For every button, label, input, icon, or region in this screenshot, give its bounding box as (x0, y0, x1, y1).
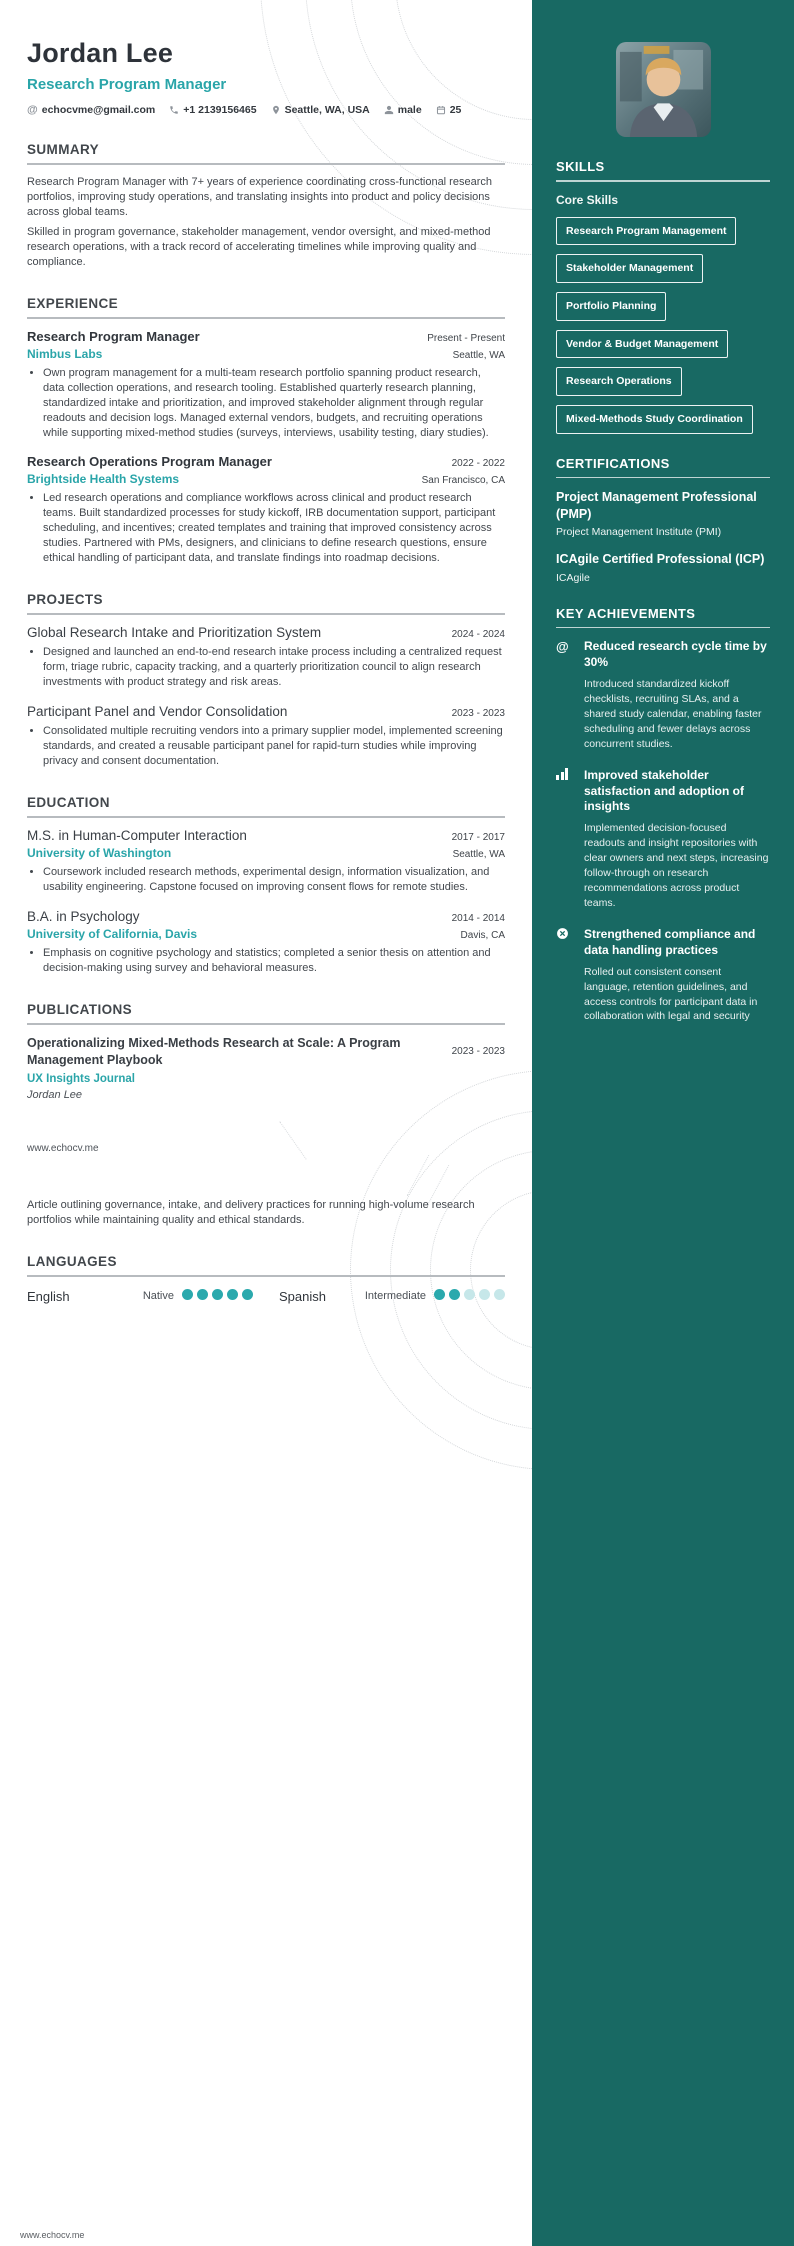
language-proficiency-dots (178, 1287, 253, 1305)
language-level: Native (142, 1290, 174, 1303)
certification-org: Project Management Institute (PMI) (556, 526, 722, 539)
sidebar-divider (556, 627, 770, 629)
experience-entry (27, 329, 505, 441)
person-icon (384, 105, 394, 115)
calendar-icon (436, 105, 446, 115)
skills-heading: SKILLS (556, 159, 605, 174)
education-bullet: • Coursework included research methods, experimental design, information visualization, and usability engineering. Capstone focused on improving consent flows for remote studies. (43, 865, 505, 895)
publication-dates: 2023 - 2023 (451, 1046, 505, 1058)
degree: B.A. in Psychology (27, 908, 140, 924)
section-divider (27, 1023, 505, 1025)
section-divider (27, 816, 505, 818)
certification-name: ICAgile Certified Professional (ICP) (556, 552, 765, 567)
sidebar-divider (556, 180, 770, 182)
skill-chip: Mixed-Methods Study Coordination (556, 405, 753, 434)
summary-section (27, 142, 505, 270)
contact-email[interactable]: @ echocvme@gmail.com (27, 104, 156, 116)
education-dates: 2017 - 2017 (451, 831, 505, 843)
certification-name: Project Management Professional (PMP) (556, 490, 757, 521)
language-name: Spanish (279, 1288, 326, 1304)
job-title: Research Program Manager (27, 328, 200, 344)
summary-heading: SUMMARY (27, 142, 100, 157)
phone-icon (169, 105, 179, 115)
education-bullet: • Emphasis on cognitive psychology and statistics; completed a senior thesis on attention and decision-making using survey and behavioral measures. (43, 946, 505, 976)
circle-x-icon (556, 927, 574, 1025)
at-target-icon: @ (556, 639, 569, 655)
language-proficiency-dots (430, 1287, 505, 1305)
candidate-title: Research Program Manager (27, 76, 227, 93)
contact-location: Seattle, WA, USA (271, 104, 370, 116)
skill-chip: Portfolio Planning (556, 292, 666, 321)
skill-chip: Research Operations (556, 367, 682, 396)
project-title: Global Research Intake and Prioritization System (27, 625, 322, 641)
experience-section (27, 296, 505, 567)
email-at-icon: @ (27, 104, 38, 116)
education-heading: EDUCATION (27, 794, 110, 810)
school: University of Washington (27, 845, 172, 860)
achievement-title: Strengthened compliance and data handling practices (584, 926, 756, 957)
language-item (279, 1287, 505, 1305)
section-divider (27, 1275, 505, 1277)
publication-authors: Jordan Lee (27, 1088, 83, 1101)
project-bullet: • Designed and launched an end-to-end research intake process including a centralized request form, triage rubric, capacity tracking, and a quarterly prioritization council to align research investments with product strategy and risk areas. (43, 645, 505, 690)
publications-heading: PUBLICATIONS (27, 1001, 133, 1017)
contact-row (27, 104, 505, 116)
summary-paragraph: Research Program Manager with 7+ years of experience coordinating cross-functional research portfolios, improving study operations, and translating insights into product and policy decisions across global teams. (27, 176, 492, 218)
achievement-title: Reduced research cycle time by 30% (584, 639, 767, 670)
profile-photo (616, 42, 711, 137)
certifications-heading: CERTIFICATIONS (556, 455, 670, 471)
section-divider (27, 613, 505, 615)
candidate-name: Jordan Lee (27, 38, 174, 68)
section-divider (27, 317, 505, 319)
achievement-description: Implemented decision-focused readouts and insight repositories with clear owners and next steps, increasing follow-through on research recommendations across product teams. (584, 822, 769, 909)
contact-age: 25 (436, 104, 462, 116)
project-bullet: • Consolidated multiple recruiting vendors into a primary supplier model, implemented screening standards, and created a reusable participant panel for rapid-turn studies while improving privacy and consent documentation. (43, 724, 505, 769)
education-entry (27, 909, 505, 976)
location-pin-icon (271, 105, 281, 115)
summary-paragraph: Skilled in program governance, stakeholder management, vendor oversight, and mixed-method research operations, with a track record of accelerating timelines while improving quality and compliance. (27, 225, 491, 268)
project-title: Participant Panel and Vendor Consolidation (27, 704, 288, 720)
contact-phone: +1 2139156465 (169, 104, 256, 116)
achievements-section (556, 606, 770, 1025)
publications-section (27, 1002, 505, 1229)
job-company: Nimbus Labs (27, 346, 103, 361)
achievement-description: Rolled out consistent consent language, retention guidelines, and access controls for participant data in collaboration with legal and security (584, 965, 758, 1023)
publication-entry (27, 1035, 505, 1101)
skill-chip: Research Program Management (556, 217, 736, 246)
achievement-entry (556, 927, 770, 1025)
achievement-entry (556, 768, 770, 911)
section-divider (27, 163, 505, 165)
certification-org: ICAgile (556, 571, 590, 584)
footer-website-link[interactable]: www.echocv.me (20, 2230, 85, 2240)
languages-heading: LANGUAGES (27, 1254, 117, 1270)
achievement-description: Introduced standardized kickoff checklists, recruiting SLAs, and a shared study calendar, enabling faster scheduling and fewer delays across concurrent studies. (584, 678, 762, 750)
education-dates: 2014 - 2014 (451, 912, 505, 924)
education-section (27, 795, 505, 976)
achievements-heading: KEY ACHIEVEMENTS (556, 605, 696, 621)
languages-section (27, 1254, 505, 1305)
certification-entry (556, 551, 770, 584)
achievement-title: Improved stakeholder satisfaction and adoption of insights (584, 767, 745, 814)
language-level: Intermediate (364, 1290, 426, 1303)
job-location: Seattle, WA (452, 349, 505, 361)
job-bullet: • Led research operations and compliance workflows across clinical and product research teams. Built standardized processes for study kickoff, IRB documentation support, participant scheduling, and incentives; created templates and training that improved consistency across studies. Partnered with PMs, designers, and clinicians to define research questions, ensure ethical handling of participant data, and translate findings into roadmap decisions. (43, 491, 505, 566)
projects-heading: PROJECTS (27, 592, 103, 608)
education-location: Davis, CA (460, 929, 505, 941)
project-dates: 2023 - 2023 (451, 708, 505, 720)
job-company: Brightside Health Systems (27, 472, 180, 487)
publication-description: Article outlining governance, intake, and delivery practices for running high-volume research portfolios while maintaining quality and ethical standards. (27, 1198, 475, 1226)
skill-chip: Vendor & Budget Management (556, 330, 728, 359)
sidebar-divider (556, 477, 770, 479)
skills-group-label: Core Skills (556, 192, 619, 207)
job-bullet: • Own program management for a multi-team research portfolio spanning product research, data collection operations, and research tooling. Established quarterly research planning, standardized intake and prioritization, and improved stakeholder alignment through regular readouts and decision logs. Managed external vendors, budgets, and recruiting operations while supporting mixed-method studies (surveys, interviews, usability testing, diary studies). (43, 366, 505, 441)
publication-title: Operationalizing Mixed-Methods Research at Scale: A Program Management Playbook (27, 1035, 401, 1067)
education-entry (27, 828, 505, 895)
sidebar (532, 0, 794, 2246)
degree: M.S. in Human-Computer Interaction (27, 827, 247, 843)
project-dates: 2024 - 2024 (451, 629, 505, 641)
skill-chip: Stakeholder Management (556, 254, 703, 283)
publication-website-link[interactable]: www.echocv.me (27, 1142, 99, 1154)
certifications-section (556, 456, 770, 584)
projects-section (27, 592, 505, 769)
education-location: Seattle, WA (452, 848, 505, 860)
language-name: English (27, 1288, 70, 1304)
certification-entry (556, 489, 770, 538)
publication-journal: UX Insights Journal (27, 1072, 135, 1085)
skills-section (556, 159, 770, 434)
job-dates: 2022 - 2022 (451, 458, 505, 470)
project-entry (27, 704, 505, 769)
language-item (27, 1287, 253, 1305)
project-entry (27, 625, 505, 690)
school: University of California, Davis (27, 926, 198, 941)
job-dates: Present - Present (427, 332, 505, 344)
contact-gender: male (384, 104, 422, 116)
achievement-entry (556, 639, 770, 751)
job-location: San Francisco, CA (421, 475, 505, 487)
experience-entry (27, 454, 505, 566)
job-title: Research Operations Program Manager (27, 454, 272, 470)
experience-heading: EXPERIENCE (27, 295, 119, 311)
bar-chart-icon (556, 768, 574, 911)
